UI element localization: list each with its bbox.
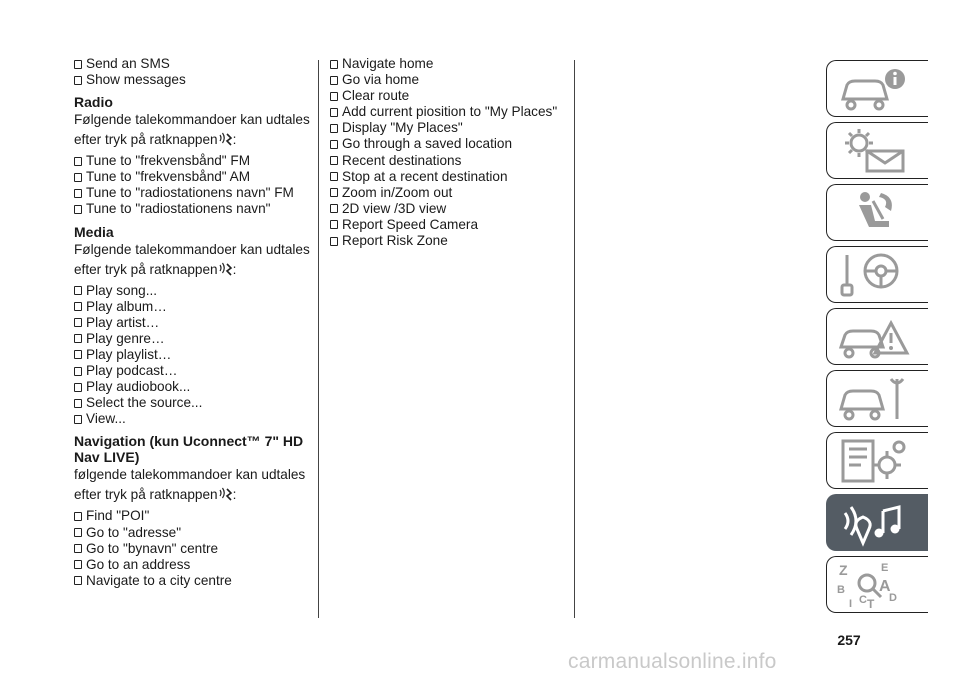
checkbox-icon (74, 189, 82, 198)
list-item: Go via home (330, 72, 570, 88)
list-item: Navigate to a city centre (74, 573, 306, 589)
checkbox-icon (74, 302, 82, 311)
column-divider (574, 60, 575, 618)
media-heading: Media (74, 223, 114, 240)
checkbox-icon (74, 544, 82, 553)
checkbox-icon (74, 60, 82, 69)
list-item: Tune to "radiostationens navn" FM (74, 185, 306, 201)
list-item: Tune to "frekvensbånd" FM (74, 153, 306, 169)
list-item: Play audiobook... (74, 379, 306, 395)
checkbox-icon (330, 92, 338, 101)
page-number: 257 (837, 632, 861, 648)
list-item: Play artist… (74, 315, 306, 331)
tab-multimedia[interactable] (826, 494, 928, 551)
car-wrench-icon (837, 375, 913, 423)
list-item: Display "My Places" (330, 120, 570, 136)
list-item: Go to an address (74, 557, 306, 573)
checkbox-icon (330, 124, 338, 133)
list-item: Play genre… (74, 331, 306, 347)
list-item: Clear route (330, 88, 570, 104)
navigation-intro: følgende talekommandoer kan udtales efter tryk på ratknappen : (74, 467, 306, 503)
svg-text:A: A (879, 578, 891, 595)
middle-column (330, 56, 570, 249)
svg-text:Z: Z (839, 562, 848, 578)
list-item: Add current piosition to "My Places" (330, 104, 570, 120)
car-warning-icon (837, 313, 913, 361)
checkbox-icon (330, 140, 338, 149)
list-item: Stop at a recent destination (330, 169, 570, 185)
list-item: 2D view /3D view (330, 201, 570, 217)
checkbox-icon (74, 318, 82, 327)
checkbox-icon (74, 367, 82, 376)
svg-text:I: I (849, 598, 853, 609)
svg-text:D: D (889, 592, 897, 604)
radio-items (74, 153, 306, 217)
list-item: Tune to "radiostationens navn" (74, 201, 306, 217)
svg-text:B: B (837, 584, 845, 596)
radio-heading: Radio (74, 94, 113, 111)
document-gear-icon (837, 437, 913, 485)
list-item: Navigate home (330, 56, 570, 72)
checkbox-icon (74, 399, 82, 408)
list-item: Send an SMS (74, 56, 306, 72)
tab-document-gear[interactable] (826, 432, 928, 489)
voice-command-icon (219, 132, 233, 148)
tab-sun-envelope[interactable] (826, 122, 928, 179)
list-item: View... (74, 411, 306, 427)
list-item: Go to "bynavn" centre (74, 541, 306, 557)
tab-car-warning[interactable] (826, 308, 928, 365)
checkbox-icon (330, 156, 338, 165)
tab-seat-airbag[interactable] (826, 184, 928, 241)
sun-envelope-icon (837, 127, 913, 175)
svg-text:C: C (859, 594, 867, 606)
voice-command-icon (219, 262, 233, 278)
list-item: Recent destinations (330, 153, 570, 169)
checkbox-icon (330, 108, 338, 117)
checkbox-icon (330, 60, 338, 69)
list-item: Play podcast… (74, 363, 306, 379)
checkbox-icon (74, 205, 82, 214)
chapter-tabs (826, 60, 928, 618)
checkbox-icon (74, 173, 82, 182)
list-item: Go to "adresse" (74, 525, 306, 541)
list-item: Report Risk Zone (330, 233, 570, 249)
watermark: carmanualsonline.info (568, 650, 777, 673)
list-item: Zoom in/Zoom out (330, 185, 570, 201)
tab-car-wrench[interactable] (826, 370, 928, 427)
checkbox-icon (74, 576, 82, 585)
key-steering-wheel-icon (837, 251, 913, 299)
car-info-icon (837, 65, 913, 113)
alphabet-index-icon (837, 561, 913, 609)
checkbox-icon (330, 220, 338, 229)
checkbox-icon (74, 560, 82, 569)
checkbox-icon (74, 512, 82, 521)
list-item: Play song... (74, 283, 306, 299)
multimedia-icon (837, 499, 913, 547)
list-item: Select the source... (74, 395, 306, 411)
tab-alphabet-index[interactable] (826, 556, 928, 613)
checkbox-icon (330, 76, 338, 85)
list-item: Play playlist… (74, 347, 306, 363)
tab-key-steering[interactable] (826, 246, 928, 303)
checkbox-icon (74, 157, 82, 166)
list-item: Go through a saved location (330, 136, 570, 152)
checkbox-icon (74, 286, 82, 295)
radio-intro: Følgende talekommandoer kan udtales efter tryk på ratknappen : (74, 112, 310, 148)
seat-airbag-icon (837, 189, 913, 237)
checkbox-icon (330, 237, 338, 246)
sms-items (74, 56, 306, 88)
left-column (74, 56, 310, 589)
checkbox-icon (74, 415, 82, 424)
media-intro: Følgende talekommandoer kan udtales efter tryk på ratknappen : (74, 241, 310, 277)
media-items (74, 283, 306, 428)
list-item: Find "POI" (74, 508, 306, 524)
list-item: Report Speed Camera (330, 217, 570, 233)
checkbox-icon (330, 172, 338, 181)
list-item: Play album… (74, 299, 306, 315)
svg-text:T: T (867, 597, 875, 609)
svg-text:E: E (881, 562, 889, 574)
checkbox-icon (74, 350, 82, 359)
checkbox-icon (330, 204, 338, 213)
list-item: Tune to "frekvensbånd" AM (74, 169, 306, 185)
navigation-heading: Navigation (kun Uconnect™ 7" HD Nav LIVE) (74, 433, 304, 466)
voice-command-icon (219, 487, 233, 503)
tab-car-info[interactable] (826, 60, 928, 117)
column-divider (318, 60, 319, 618)
list-item: Show messages (74, 72, 306, 88)
checkbox-icon (74, 76, 82, 85)
checkbox-icon (330, 188, 338, 197)
checkbox-icon (74, 334, 82, 343)
checkbox-icon (74, 528, 82, 537)
checkbox-icon (74, 383, 82, 392)
navigation-items (74, 508, 306, 588)
